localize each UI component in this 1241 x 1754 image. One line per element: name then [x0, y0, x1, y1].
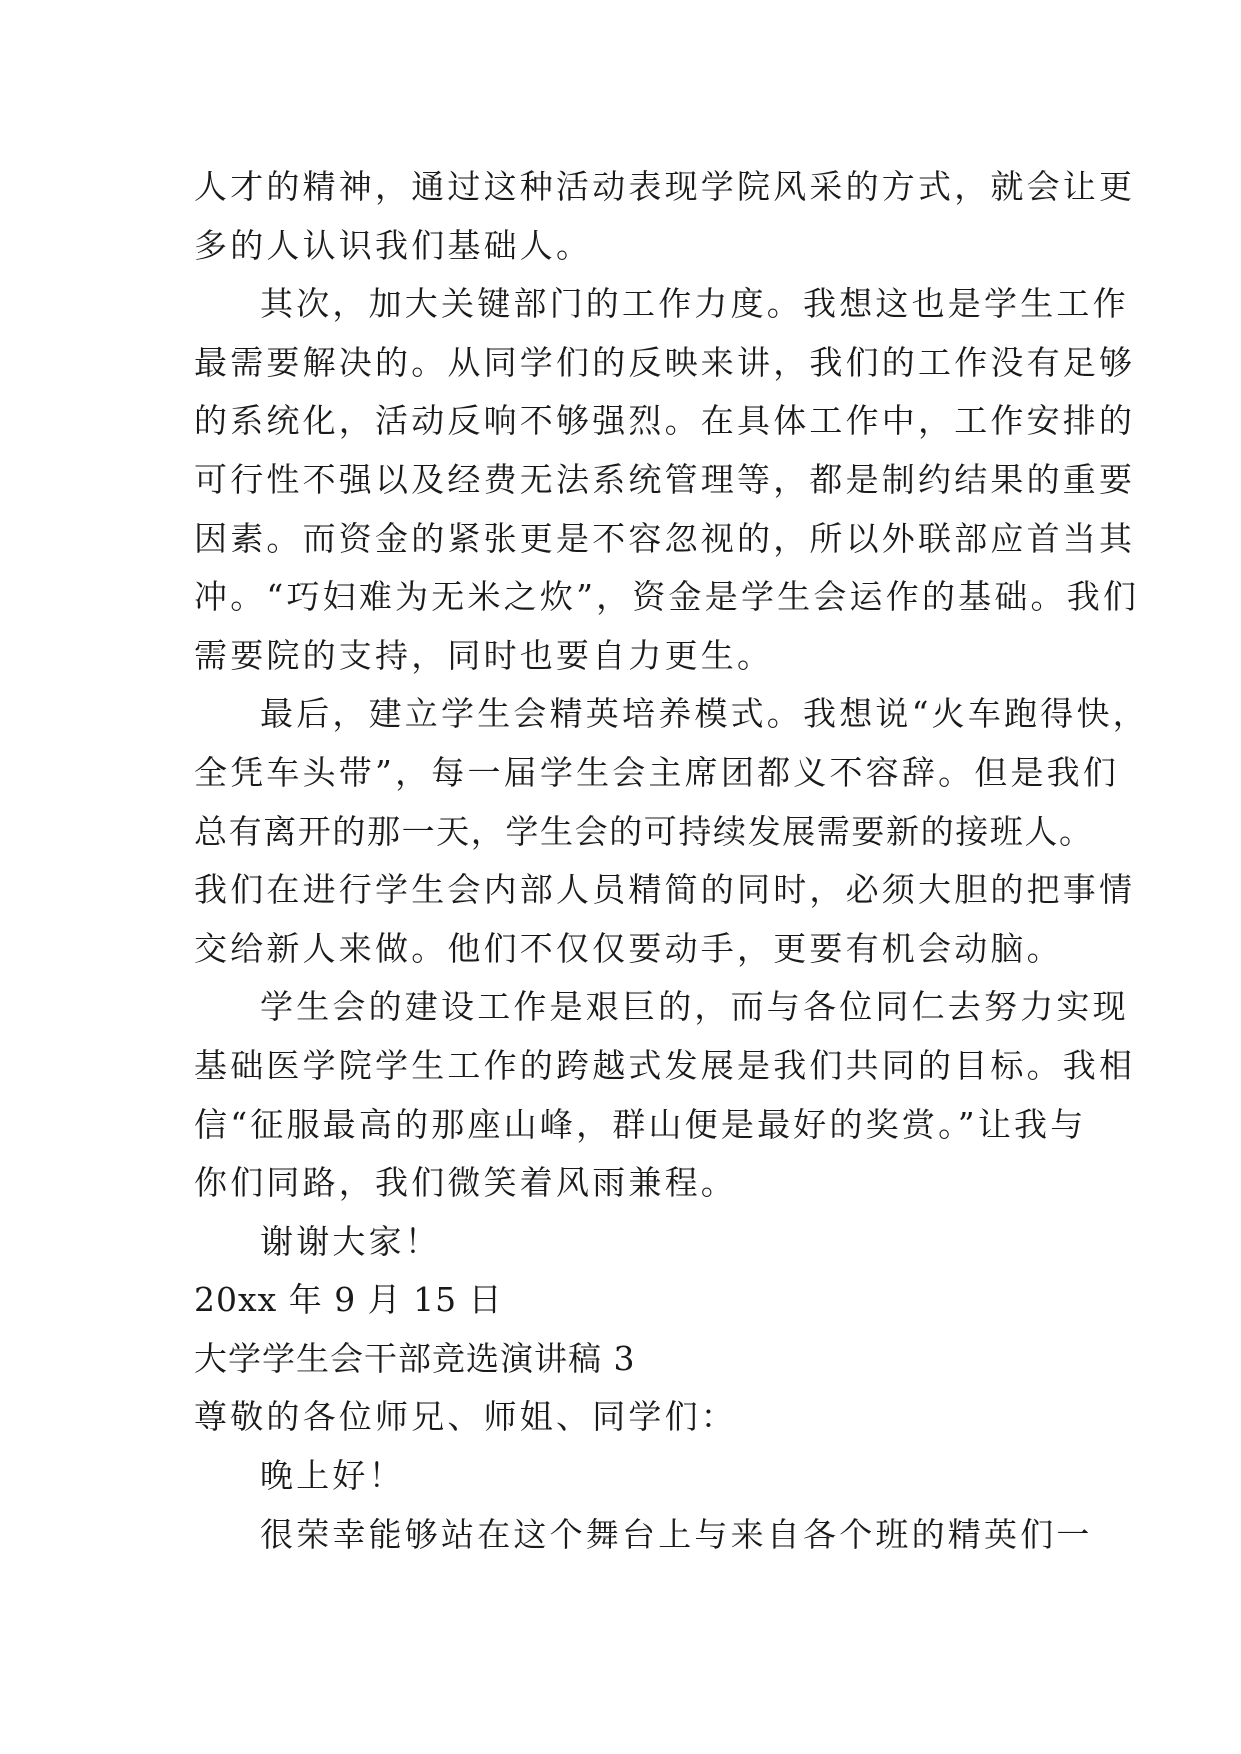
paragraph-start-line: 学生会的建设工作是艰巨的，而与各位同仁去努力实现 [260, 987, 1129, 1027]
text-line: 基础医学院学生工作的跨越式发展是我们共同的目标。我相 [194, 1045, 1136, 1085]
text-line: 需要院的支持，同时也要自力更生。 [194, 635, 774, 675]
text-line: 可行性不强以及经费无法系统管理等，都是制约结果的重要 [194, 459, 1136, 499]
text-line: 多的人认识我们基础人。 [194, 225, 593, 265]
text-line: 人才的精神，通过这种活动表现学院风采的方式，就会让更 [194, 167, 1136, 206]
text-line: 我们在进行学生会内部人员精简的同时，必须大胆的把事情 [194, 870, 1136, 910]
text-line: 信“征服最高的那座山峰，群山便是最好的奖赏。”让我与 [194, 1104, 1087, 1144]
text-line: 全凭车头带”，每一届学生会主席团都义不容辞。但是我们 [194, 752, 1120, 792]
paragraph-start-line: 最后，建立学生会精英培养模式。我想说“火车跑得快， [260, 694, 1149, 734]
text-line: 因素。而资金的紧张更是不容忽视的，所以外联部应首当其 [194, 518, 1136, 558]
speech-text [194, 158, 1149, 1564]
text-line: 总有离开的那一天，学生会的可持续发展需要新的接班人。 [194, 811, 1094, 851]
salutation: 尊敬的各位师兄、师姐、同学们： [194, 1397, 737, 1437]
paragraph-start-line: 很荣幸能够站在这个舞台上与来自各个班的精英们一 [260, 1514, 1093, 1554]
date-line: 20xx 年 9 月 15 日 [194, 1280, 503, 1320]
text-line: 的系统化，活动反响不够强烈。在具体工作中，工作安排的 [194, 401, 1136, 441]
text-line: 交给新人来做。他们不仅仅要动手，更要有机会动脑。 [194, 928, 1063, 968]
text-line: 最需要解决的。从同学们的反映来讲，我们的工作没有足够 [194, 342, 1136, 382]
paragraph-start-line: 其次，加大关键部门的工作力度。我想这也是学生工作 [260, 284, 1129, 324]
text-line: 你们同路，我们微笑着风雨兼程。 [194, 1163, 737, 1203]
closing-thanks: 谢谢大家！ [260, 1221, 441, 1261]
text-line: 冲。“巧妇难为无米之炊”，资金是学生会运作的基础。我们 [194, 577, 1140, 617]
greeting: 晚上好！ [260, 1456, 405, 1496]
section-title: 大学学生会干部竞选演讲稿 3 [194, 1338, 636, 1378]
